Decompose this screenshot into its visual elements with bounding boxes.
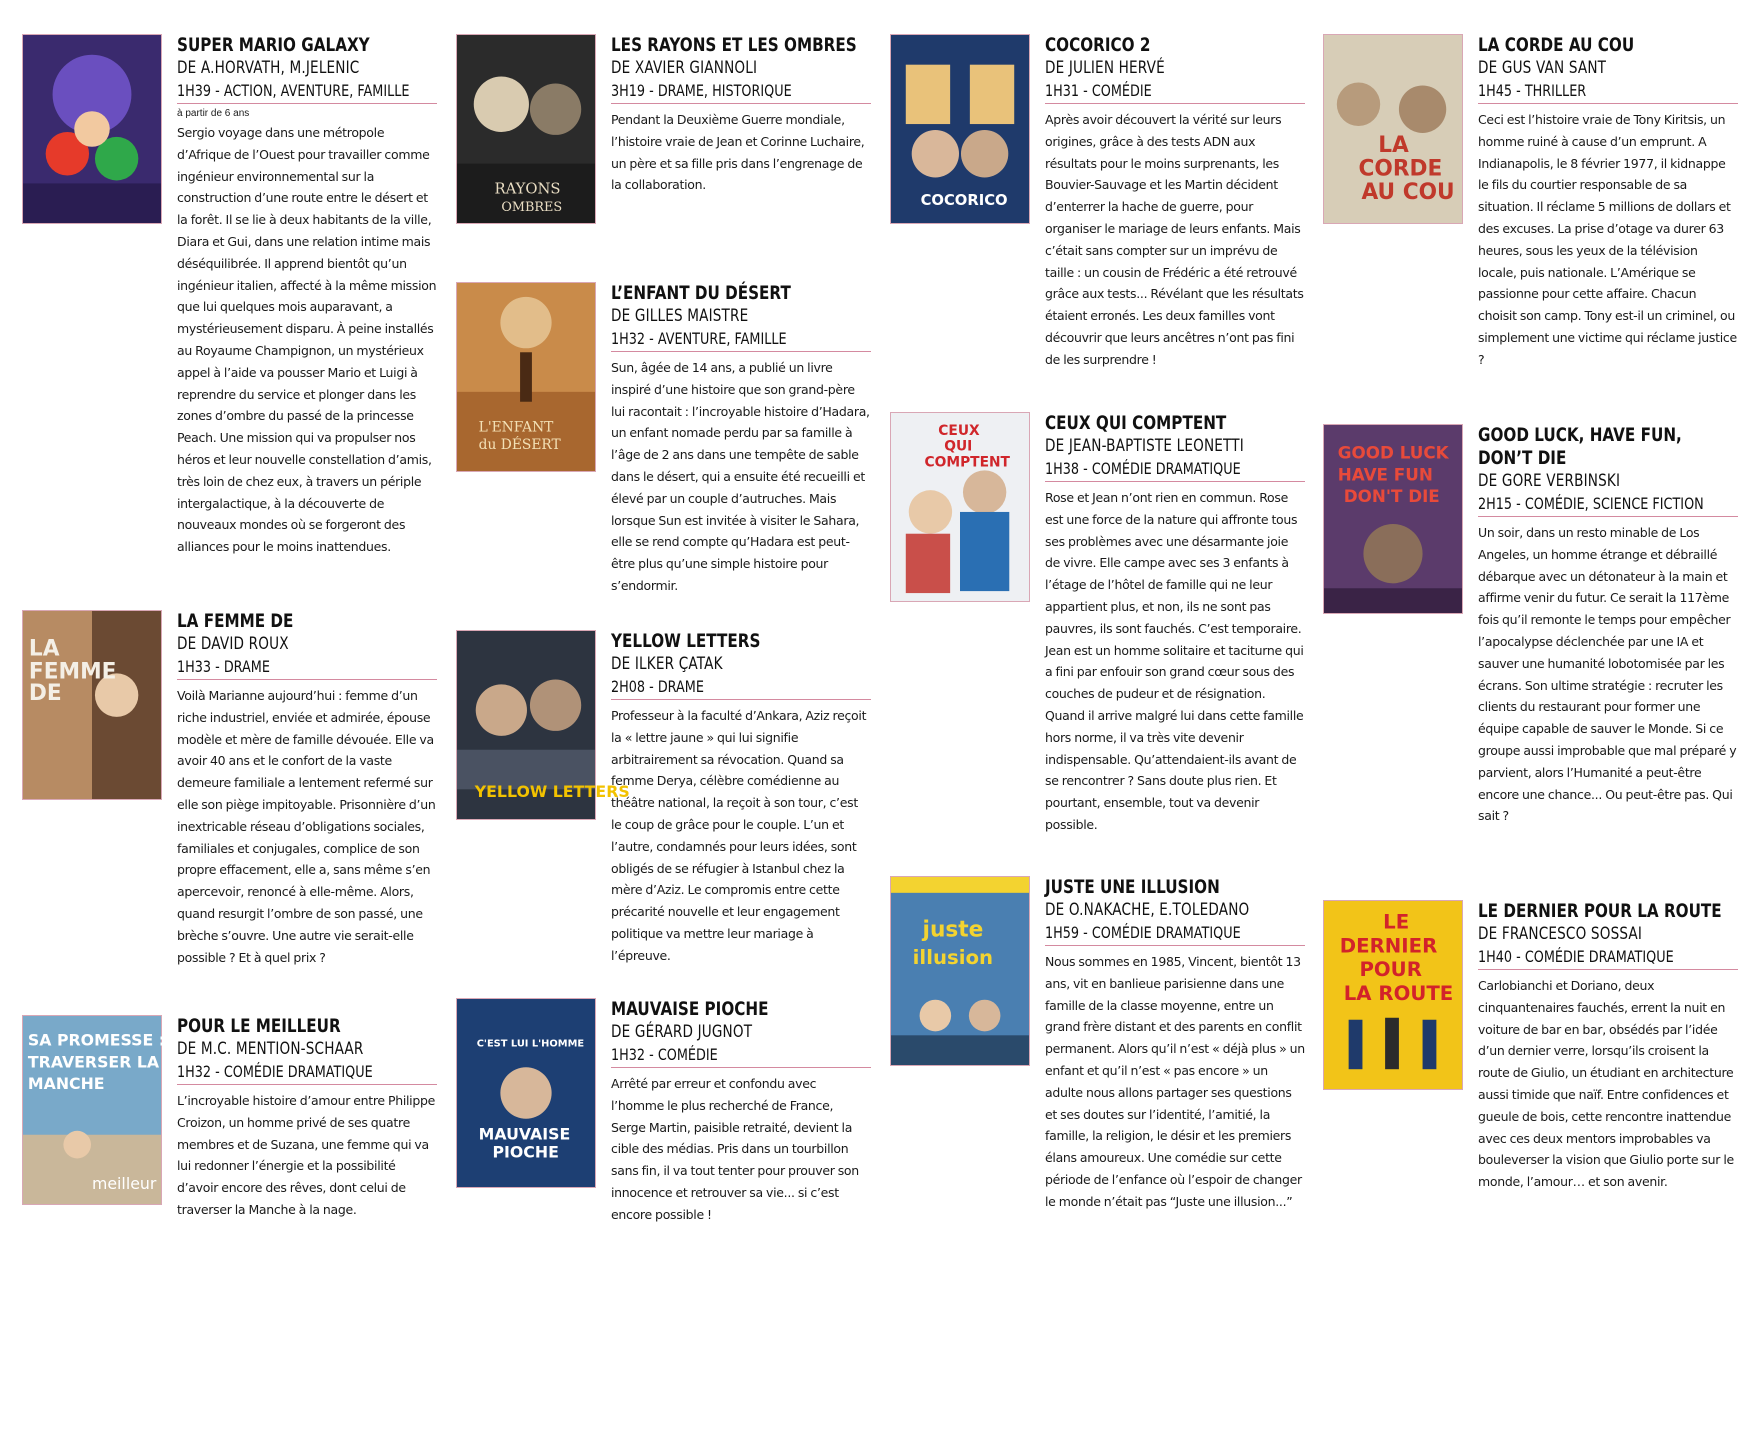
- film-synopsis: Voilà Marianne aujourd’hui : femme d’un riche industriel, enviée et admirée, épouse modèle et mère de famille dévouée. Elle va avoir 40 ans et le confort de la vaste demeure familiale a lentement refermé sur elle son piège impitoyable. Prisonnière d’un inextricable réseau d’obligations sociales, familiales et conjugales, complice de son propre effacement, elle a, sans même s’en apercevoir, renoncé à elle-même. Alors, quand resurgit l’ombre de son passé, une brèche s’ouvre. Une autre vie serait-elle possible ? Et à quel prix ?: [177, 688, 436, 965]
- film-title: GOOD LUCK, HAVE FUN, DON’T DIE: [1478, 424, 1682, 469]
- poster-yellow: [456, 630, 630, 820]
- film-title: LES RAYONS ET LES OMBRES: [611, 34, 857, 56]
- poster-cocorico: [890, 34, 1030, 224]
- film-title: CEUX QUI COMPTENT: [1045, 412, 1227, 434]
- film-synopsis: Sergio voyage dans une métropole d’Afrique de l’Ouest pour travailler comme ingénieur environnemental sur la construction d’une route entre le désert et la forêt. Il se lie à deux habitants de la ville, Diara et Gui, dans une relation intime mais déséquilibrée. Il apprend bientôt qu’un ingénieur italien, affecté à la même mission que lui quelques mois auparavant, a mystérieusement disparu. À peine installés au Royaume Champignon, un mystérieux appel à l’aide va pousser Mario et Luigi à reprendre du service et plonger dans les zones d’ombre du passé de la princesse Peach. Une mission qui va propulser nos héros et leur nouvelle constellation d’amis, très loin de chez eux, à travers un périple intergalactique, à la découverte de nouveaux mondes où se forgeront des alliances pour le moins inattendues.: [177, 125, 437, 555]
- svg-text:juste: juste: [922, 917, 984, 943]
- svg-text:C'EST LUI L'HOMME: C'EST LUI L'HOMME: [476, 1038, 585, 1050]
- film-director: DE JULIEN HERVÉ: [1045, 58, 1165, 78]
- film-synopsis: Rose et Jean n’ont rien en commun. Rose est une force de la nature qui affronte tous ses problèmes avec une désarmante joie de vivre. Elle campe avec ses 3 enfants à l’étage de l’hôtel de famille qui ne leur appartient plus, et non, ils ne sont pas pauvres, ils sont fauchés. C’est temporaire. Jean est un homme solitaire et taciturne qui a fini par enfouir son grand cœur sous des couches de pudeur et de résignation. Quand il arrive malgré lui dans cette famille hors norme, il va très vite devenir indispensable. Qu’attendaient-ils avant de se rencontrer ? Sans doute plus rien. Et pourtant, ensemble, tout va devenir possible.: [1045, 490, 1304, 832]
- film-meta: 1H33 - DRAME: [177, 657, 270, 676]
- film-director: DE FRANCESCO SOSSAI: [1478, 924, 1643, 944]
- film-synopsis: Sun, âgée de 14 ans, a publié un livre inspiré d’une histoire que son grand-père lui racontait : l’incroyable histoire d’Hadara, un enfant nomade perdu par sa famille à l’âge de 2 ans dans une tempête de sable dans le désert, qui a ensuite été recueilli et élevé par un couple d’autruches. Mais lorsque Sun est invitée à visiter le Sahara, elle se rend compte qu’Hadara est peut-être plus qu’une simple histoire pour s’endormir.: [611, 360, 870, 593]
- svg-text:DE: DE: [28, 681, 62, 707]
- film-director: DE A.HORVATH, M.JELENIC: [177, 58, 360, 78]
- svg-text:DERNIER: DERNIER: [1339, 934, 1438, 958]
- svg-text:POUR: POUR: [1359, 958, 1422, 982]
- film-director: DE M.C. MENTION-SCHAAR: [177, 1039, 364, 1059]
- film-title: YELLOW LETTERS: [611, 630, 761, 652]
- film-director: DE O.NAKACHE, E.TOLEDANO: [1045, 900, 1250, 920]
- divider: [611, 699, 871, 700]
- poster-mauvaise: [456, 998, 596, 1188]
- divider: [1478, 516, 1738, 517]
- film-director: DE GUS VAN SANT: [1478, 58, 1607, 78]
- poster-corde: [1323, 34, 1463, 224]
- svg-text:LE: LE: [1383, 910, 1410, 934]
- film-meta: 1H38 - COMÉDIE DRAMATIQUE: [1045, 459, 1241, 478]
- svg-text:GOOD LUCK: GOOD LUCK: [1337, 442, 1449, 463]
- poster-goodluck: [1323, 424, 1463, 614]
- divider: [1045, 481, 1305, 482]
- svg-text:SA PROMESSE :: SA PROMESSE :: [27, 1030, 166, 1050]
- film-meta: 1H40 - COMÉDIE DRAMATIQUE: [1478, 947, 1674, 966]
- film-meta: 1H59 - COMÉDIE DRAMATIQUE: [1045, 923, 1241, 942]
- film-meta: 1H45 - THRILLER: [1478, 81, 1587, 100]
- divider: [177, 679, 437, 680]
- svg-text:illusion: illusion: [912, 946, 994, 970]
- svg-text:LA: LA: [28, 636, 60, 662]
- svg-text:AU COU: AU COU: [1361, 180, 1455, 206]
- film-card-goodluck: [1323, 424, 1743, 844]
- film-director: DE GILLES MAISTRE: [611, 306, 749, 326]
- svg-text:FEMME: FEMME: [28, 659, 117, 685]
- film-title: POUR LE MEILLEUR: [177, 1015, 341, 1037]
- poster-rayons: [456, 34, 596, 224]
- film-card-mauvaise: [456, 998, 876, 1418]
- film-card-juste: [890, 876, 1310, 1296]
- film-title: LA FEMME DE: [177, 610, 294, 632]
- film-director: DE XAVIER GIANNOLI: [611, 58, 758, 78]
- divider: [177, 103, 437, 104]
- svg-text:MANCHE: MANCHE: [27, 1074, 105, 1094]
- film-title: JUSTE UNE ILLUSION: [1045, 876, 1220, 898]
- film-card-cocorico: [890, 34, 1310, 454]
- poster-enfant: [456, 282, 596, 472]
- film-synopsis: Pendant la Deuxième Guerre mondiale, l’histoire vraie de Jean et Corinne Luchaire, un père et sa fille pris dans l’engrenage de la collaboration.: [611, 112, 865, 193]
- divider: [1478, 969, 1738, 970]
- film-title: COCORICO 2: [1045, 34, 1151, 56]
- svg-text:COMPTENT: COMPTENT: [924, 454, 1010, 471]
- poster-mario: [22, 34, 162, 224]
- film-title: L’ENFANT DU DÉSERT: [611, 282, 791, 304]
- film-card-mario: [22, 34, 442, 555]
- film-synopsis: Nous sommes en 1985, Vincent, bientôt 13 ans, vit en banlieue parisienne dans une famille de la classe moyenne, entre un grand frère distant et des parents en conflit permanent. Alors qu’il n’est « déjà plus » un enfant et qu’il n’est « pas encore » un adulte nous allons partager ses questions et ses doutes sur l’identité, l’amitié, la famille, la religion, le désir et les premiers élans amoureux. Une comédie sur cette période de l’enfance où l’espoir de changer le monde n’était pas “Juste une illusion...”: [1045, 954, 1305, 1209]
- poster-meilleur: [22, 1015, 166, 1205]
- svg-text:L'ENFANT: L'ENFANT: [478, 419, 554, 436]
- film-card-meilleur: [22, 1015, 442, 1435]
- film-meta: 2H15 - COMÉDIE, SCIENCE FICTION: [1478, 494, 1704, 513]
- svg-text:COCORICO: COCORICO: [920, 192, 1008, 210]
- svg-text:YELLOW LETTERS: YELLOW LETTERS: [474, 782, 630, 802]
- film-title: LE DERNIER POUR LA ROUTE: [1478, 900, 1722, 922]
- film-meta: 1H32 - AVENTURE, FAMILLE: [611, 329, 787, 348]
- svg-text:RAYONS: RAYONS: [494, 180, 561, 198]
- svg-text:PIOCHE: PIOCHE: [492, 1142, 559, 1162]
- film-director: DE GORE VERBINSKI: [1478, 471, 1621, 491]
- svg-text:du DÉSERT: du DÉSERT: [478, 437, 561, 454]
- divider: [1045, 945, 1305, 946]
- film-director: DE GÉRARD JUGNOT: [611, 1022, 753, 1042]
- svg-text:MAUVAISE: MAUVAISE: [478, 1124, 571, 1144]
- divider: [611, 1067, 871, 1068]
- film-meta: 1H32 - COMÉDIE DRAMATIQUE: [177, 1062, 373, 1081]
- svg-text:CORDE: CORDE: [1358, 156, 1443, 182]
- film-card-yellow: [456, 630, 876, 1050]
- film-synopsis: L’incroyable histoire d’amour entre Philippe Croizon, un homme privé de ses quatre membres et de Suzana, une femme qui va lui redonner l’énergie et la possibilité d’avoir encore des rêves, dont celui de traverser la Manche à la nage.: [177, 1093, 436, 1217]
- film-director: DE ILKER ÇATAK: [611, 654, 723, 674]
- film-meta: 1H32 - COMÉDIE: [611, 1045, 718, 1064]
- film-synopsis: Arrêté par erreur et confondu avec l’homme le plus recherché de France, Serge Martin, paisible retraité, devient la cible des médias. Pris dans un tourbillon sans fin, il va tout tenter pour prouver son innocence et retrouver sa vie... si c’est encore possible !: [611, 1076, 859, 1222]
- film-synopsis: Un soir, dans un resto minable de Los Angeles, un homme étrange et débraillé débarque avec un détonateur à la main et affirme venir du futur. Ce serait la 117ème fois qu’il remonte le temps pour empêcher l’apocalypse déclenchée par une IA et sauver une humanité lobotomisée par les écrans. Son ultime stratégie : recruter les clients du restaurant pour former une équipe capable de sauver le Monde. Si ce groupe aussi improbable que mal préparé y parvient, alors l’Humanité a peut-être encore une chance... Ou peut-être pas. Qui sait ?: [1478, 525, 1737, 824]
- film-synopsis: Ceci est l’histoire vraie de Tony Kiritsis, un homme ruiné à cause d’un emprunt. A Indianapolis, le 8 février 1977, il kidnappe le fils du courtier responsable de sa situation. Il réclame 5 millions de dollars et des excuses. La prise d’otage va durer 63 heures, sous les yeux de la télévision locale, puis nationale. L’Amérique se passionne pour cette affaire. Chacun choisit son camp. Tony est-il un criminel, ou simplement une victime qui réclame justice ?: [1478, 112, 1737, 367]
- divider: [1045, 103, 1305, 104]
- film-meta: 1H31 - COMÉDIE: [1045, 81, 1152, 100]
- svg-text:CEUX: CEUX: [938, 422, 980, 439]
- film-director: DE JEAN-BAPTISTE LEONETTI: [1045, 436, 1244, 456]
- age-rating: à partir de 6 ans: [177, 108, 250, 119]
- film-director: DE DAVID ROUX: [177, 634, 289, 654]
- divider: [177, 1084, 437, 1085]
- film-meta: 1H39 - ACTION, AVENTURE, FAMILLE: [177, 81, 410, 100]
- film-synopsis: Après avoir découvert la vérité sur leurs origines, grâce à des tests ADN aux résultats pour le moins surprenants, les Bouvier-Sauvage et les Martin décident d’enterrer la hache de guerre, pour organiser le mariage de leurs enfants. Mais c’était sans compter sur un imprévu de taille : un cousin de Frédéric a été retrouvé grâce aux tests... Révélant que les résultats étaient erronés. Les deux familles vont découvrir que leurs ancêtres n’ont pas fini de les surprendre !: [1045, 112, 1304, 367]
- divider: [611, 103, 871, 104]
- poster-ceux: [890, 412, 1030, 602]
- film-synopsis: Professeur à la faculté d’Ankara, Aziz reçoit la « lettre jaune » qui lui signifie arbitrairement sa révocation. Quand sa femme Derya, célèbre comédienne au théâtre national, la reçoit à son tour, c’est le coup de grâce pour le couple. L’un et l’autre, condamnés pour leurs idées, sont obligés de se réfugier à Istanbul chez la mère d’Aziz. Le compromis entre cette précarité nouvelle et leur engagement politique va mettre leur mariage à l’épreuve.: [611, 708, 867, 963]
- poster-juste: [890, 876, 1030, 1066]
- divider: [1478, 103, 1738, 104]
- svg-text:OMBRES: OMBRES: [501, 200, 563, 216]
- poster-femme: [22, 610, 162, 800]
- film-title: SUPER MARIO GALAXY: [177, 34, 370, 56]
- svg-text:DON'T DIE: DON'T DIE: [1343, 486, 1440, 507]
- svg-text:LA: LA: [1378, 132, 1409, 158]
- svg-text:TRAVERSER LA: TRAVERSER LA: [27, 1052, 160, 1072]
- svg-text:LA ROUTE: LA ROUTE: [1343, 981, 1454, 1005]
- poster-dernier: [1323, 900, 1463, 1090]
- svg-text:QUI: QUI: [944, 438, 973, 455]
- film-card-dernier: [1323, 900, 1743, 1320]
- film-card-femme: [22, 610, 442, 1030]
- divider: [611, 351, 871, 352]
- film-synopsis: Carlobianchi et Doriano, deux cinquantenaires fauchés, errent la nuit en voiture de bar en bar, obsédés par l’idée d’un dernier verre, lorsqu’ils croisent la route de Giulio, un étudiant en architecture aussi timide que naïf. Entre confidences et gueule de bois, cette rencontre inattendue avec ces deux mentors improbables va bouleverser la vision que Giulio porte sur le monde, l’amour… et son avenir.: [1478, 978, 1734, 1190]
- film-meta: 3H19 - DRAME, HISTORIQUE: [611, 81, 792, 100]
- film-card-ceux: [890, 412, 1310, 832]
- film-title: LA CORDE AU COU: [1478, 34, 1635, 56]
- film-card-corde: [1323, 34, 1743, 454]
- svg-text:HAVE FUN: HAVE FUN: [1337, 464, 1433, 485]
- svg-text:meilleur: meilleur: [92, 1174, 157, 1194]
- film-meta: 2H08 - DRAME: [611, 677, 704, 696]
- film-title: MAUVAISE PIOCHE: [611, 998, 769, 1020]
